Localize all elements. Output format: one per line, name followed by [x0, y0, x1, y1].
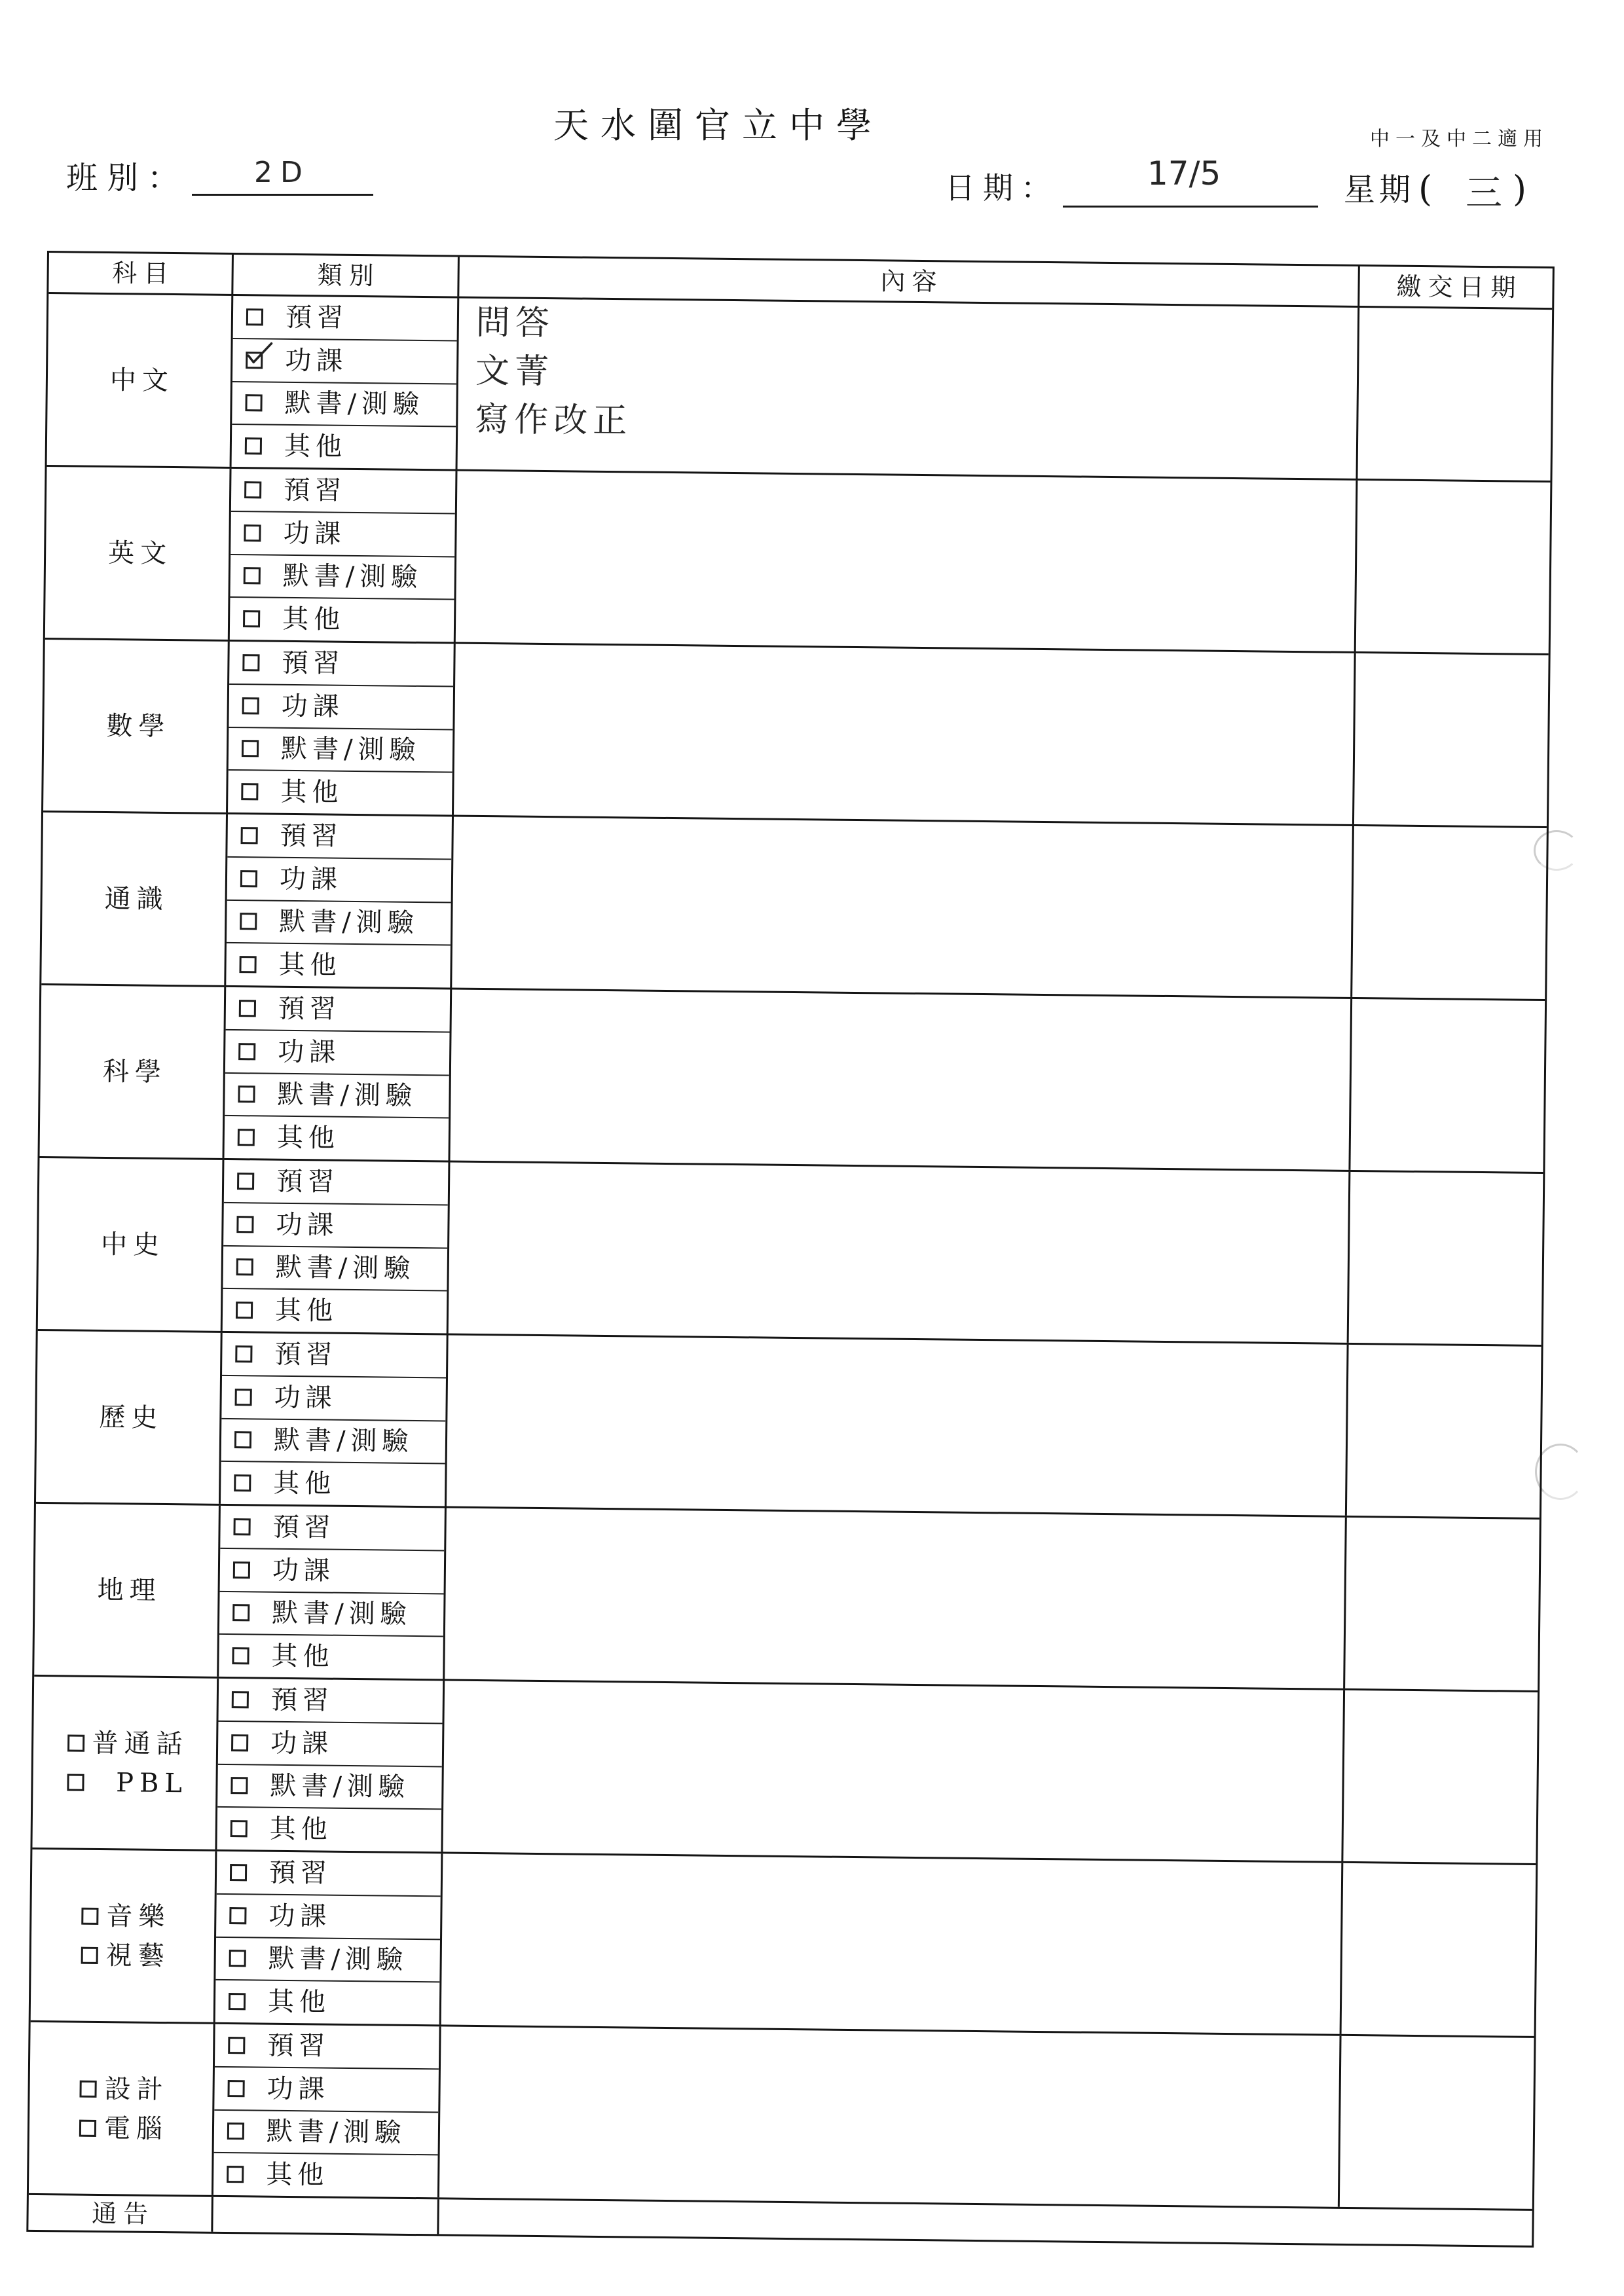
subject-label: 中文	[109, 365, 175, 396]
due-date-cell	[1357, 308, 1552, 481]
category-label: 功課	[268, 1901, 332, 1932]
category-row	[230, 598, 454, 642]
category-cell	[213, 2024, 441, 2198]
category-row	[225, 1030, 450, 1076]
category-label: 默書/測驗	[268, 1944, 409, 1976]
subject-label: 普通話	[92, 1728, 189, 1759]
category-label: 其他	[276, 1122, 341, 1154]
category-row	[225, 1073, 449, 1118]
subject-checkbox	[67, 1734, 84, 1751]
subject-cell	[34, 1504, 221, 1677]
weekday-label: 星期	[1344, 172, 1415, 208]
category-cell	[223, 1160, 451, 1334]
category-label: 其他	[278, 949, 342, 981]
category-label: 默書/測驗	[284, 388, 425, 420]
category-checkbox	[229, 1993, 246, 2010]
due-date-cell	[1354, 653, 1549, 826]
category-checkbox	[238, 1085, 255, 1102]
subject-label: 英文	[107, 538, 173, 569]
category-row	[217, 1764, 442, 1810]
date-value: 17/5	[1147, 155, 1221, 192]
subject-group	[43, 640, 1549, 828]
category-row	[224, 1160, 449, 1205]
category-row	[228, 771, 452, 814]
category-row	[229, 685, 453, 730]
category-label: 其他	[266, 2159, 329, 2191]
category-row	[230, 555, 454, 600]
category-checkbox	[227, 2166, 244, 2183]
subject-group	[45, 467, 1551, 655]
weekday-close-paren: )	[1513, 168, 1527, 210]
subject-group	[31, 1850, 1536, 2038]
category-checkbox	[245, 395, 262, 412]
subject-group	[39, 985, 1545, 1174]
subject-label-line	[102, 1056, 168, 1087]
category-label: 其他	[267, 1986, 331, 2018]
subject-checkbox	[81, 1907, 98, 1924]
column-header-category: 類別	[233, 255, 460, 297]
category-row	[229, 727, 453, 773]
category-checkbox	[245, 437, 262, 454]
subject-label: 地理	[97, 1575, 162, 1606]
category-row	[231, 469, 456, 514]
category-row	[215, 1937, 440, 1982]
category-label: 預習	[268, 1857, 333, 1889]
subject-label: 電腦	[103, 2113, 169, 2144]
category-row	[213, 2153, 438, 2197]
content-cell	[443, 1681, 1345, 1861]
subject-label-line	[100, 1229, 166, 1260]
category-row	[226, 987, 451, 1032]
category-label: 默書/測驗	[279, 907, 419, 939]
checkmark-stroke	[248, 343, 271, 362]
category-cell	[232, 296, 460, 469]
category-label: 功課	[285, 345, 348, 376]
category-row	[232, 339, 457, 384]
category-checkbox	[236, 1258, 253, 1275]
subject-label-block	[109, 365, 175, 396]
subject-checkbox	[79, 2119, 96, 2136]
category-label: 其他	[269, 1813, 333, 1845]
subject-checkbox	[81, 1946, 98, 1963]
category-label: 默書/測驗	[270, 1771, 411, 1803]
category-label: 功課	[270, 1728, 334, 1759]
category-cell	[219, 1506, 447, 1679]
category-checkbox	[230, 1864, 247, 1881]
category-label: 預習	[267, 2030, 331, 2062]
content-cell	[439, 2026, 1342, 2206]
category-checkbox	[229, 1950, 246, 1967]
weekday-open-paren: (	[1418, 168, 1433, 210]
column-header-due-date: 繳交日期	[1396, 272, 1522, 302]
content-cell	[450, 990, 1352, 1170]
subject-label: 科學	[102, 1056, 168, 1087]
category-label: 預習	[274, 1339, 338, 1370]
category-label: 其他	[271, 1641, 335, 1672]
category-row	[221, 1419, 446, 1464]
subject-group	[47, 294, 1553, 483]
subject-group	[29, 2022, 1534, 2211]
category-checkbox	[234, 1431, 251, 1448]
category-checkbox	[240, 913, 257, 930]
subject-group	[41, 812, 1547, 1001]
notice-label: 通告	[28, 2195, 213, 2232]
category-label: 功課	[281, 691, 344, 722]
checkmark-icon	[246, 342, 272, 368]
category-label: 預習	[280, 820, 343, 852]
subject-label-line	[104, 883, 169, 915]
category-label: 功課	[283, 518, 346, 549]
subject-cell	[38, 1158, 225, 1331]
category-label: 預習	[278, 993, 342, 1025]
subject-group	[32, 1677, 1538, 1865]
category-row	[221, 1462, 445, 1506]
category-checkbox	[244, 481, 261, 498]
category-cell	[230, 469, 458, 642]
subject-cell	[41, 812, 228, 985]
category-row	[219, 1635, 443, 1679]
category-row	[219, 1592, 444, 1637]
category-row	[218, 1722, 443, 1767]
content-cell	[456, 471, 1358, 651]
category-label: 默書/測驗	[266, 2117, 407, 2149]
due-date-cell	[1345, 1518, 1540, 1690]
category-label: 默書/測驗	[277, 1080, 418, 1112]
category-row	[227, 900, 451, 945]
school-name: 天水圍官立中學	[553, 105, 883, 146]
subject-group	[38, 1158, 1543, 1347]
subject-cell	[29, 2022, 215, 2195]
category-checkbox	[241, 827, 258, 844]
category-row	[221, 1376, 446, 1421]
category-label: 預習	[283, 475, 347, 506]
subject-group	[36, 1331, 1541, 1520]
category-label: 其他	[273, 1468, 337, 1499]
category-checkbox	[227, 2123, 244, 2140]
category-label: 默書/測驗	[273, 1425, 414, 1457]
subject-cell	[31, 1850, 217, 2022]
category-row	[222, 1333, 447, 1378]
category-row	[223, 1203, 448, 1248]
subject-label-line	[79, 2113, 169, 2144]
category-label: 功課	[274, 1382, 337, 1413]
category-checkbox	[227, 2080, 244, 2097]
subject-checkbox	[67, 1774, 84, 1791]
due-date-cell	[1342, 1863, 1536, 2036]
due-date-cell	[1347, 1345, 1541, 1518]
class-label: 班別：	[66, 160, 189, 196]
subject-label-line	[81, 1940, 170, 1971]
category-checkbox	[229, 1907, 246, 1924]
category-label: 功課	[277, 1036, 341, 1068]
category-checkbox	[246, 308, 263, 325]
due-date-cell	[1340, 2036, 1534, 2209]
due-date-cell	[1352, 826, 1547, 999]
subject-label-block	[106, 710, 171, 742]
category-checkbox	[241, 783, 258, 800]
category-row	[214, 2110, 439, 2155]
category-label: 預習	[272, 1512, 336, 1543]
category-row	[218, 1679, 443, 1724]
category-label: 默書/測驗	[271, 1598, 412, 1630]
subject-label-block	[99, 1402, 164, 1433]
subject-label: 通識	[104, 883, 169, 915]
content-cell	[449, 1163, 1351, 1343]
category-label: 其他	[280, 776, 344, 808]
category-checkbox	[244, 568, 261, 585]
category-label: 預習	[285, 302, 349, 333]
subject-label: 數學	[106, 710, 171, 742]
homework-table	[26, 251, 1555, 2248]
due-date-cell	[1343, 1690, 1538, 1863]
category-checkbox	[242, 740, 259, 757]
subject-label-line	[67, 1728, 189, 1759]
subject-cell	[32, 1677, 219, 1850]
content-line: 寫作改正	[475, 399, 633, 441]
subject-label-line	[109, 365, 175, 396]
category-checkbox	[231, 1734, 248, 1751]
subject-label-block	[81, 1901, 171, 1971]
category-label: 默書/測驗	[275, 1252, 416, 1285]
subject-groups	[29, 294, 1552, 2211]
hole-punch-shadow	[1535, 1444, 1586, 1500]
date-underline	[1063, 206, 1318, 208]
category-label: 默書/測驗	[280, 734, 421, 766]
subject-cell	[43, 640, 230, 812]
category-cell	[217, 1679, 445, 1852]
category-checkbox	[244, 524, 261, 541]
subject-label: 視藝	[105, 1940, 170, 1971]
category-cell	[225, 987, 452, 1161]
category-row	[227, 814, 452, 860]
subject-label-line	[106, 710, 171, 742]
category-row	[229, 642, 454, 687]
subject-label-block	[100, 1229, 166, 1260]
category-checkbox	[228, 2037, 245, 2054]
category-row	[226, 943, 451, 987]
category-label: 預習	[282, 647, 345, 679]
category-checkbox	[239, 956, 256, 973]
category-cell	[228, 642, 456, 815]
category-checkbox	[233, 1518, 250, 1535]
subject-label-line	[97, 1575, 162, 1606]
category-cell	[226, 814, 454, 988]
category-checkbox	[231, 1820, 248, 1837]
subject-label: 設計	[104, 2073, 169, 2105]
subject-label-line	[99, 1402, 164, 1433]
category-label: 預習	[276, 1166, 340, 1197]
due-date-cell	[1356, 481, 1551, 653]
category-checkbox	[232, 1647, 249, 1664]
category-checkbox	[234, 1474, 251, 1491]
subject-label-block	[97, 1575, 162, 1606]
category-checkbox	[232, 1604, 249, 1621]
category-row	[220, 1549, 445, 1594]
applicable-forms-note: 中一及中二適用	[1370, 128, 1549, 151]
category-checkbox	[233, 1561, 250, 1578]
subject-label-block	[107, 538, 173, 569]
category-checkbox	[242, 654, 259, 671]
category-row	[231, 512, 455, 557]
category-checkbox	[246, 352, 263, 369]
subject-label-line	[79, 2073, 169, 2105]
category-row	[214, 2068, 439, 2113]
subject-group	[34, 1504, 1540, 1692]
category-checkbox	[232, 1691, 249, 1708]
category-label: 其他	[284, 431, 348, 462]
due-date-cell	[1350, 999, 1545, 1172]
column-header-subject: 科目	[48, 253, 234, 294]
category-row	[232, 425, 456, 469]
category-row	[215, 2024, 439, 2069]
category-checkbox	[236, 1216, 253, 1233]
category-label: 預習	[270, 1685, 335, 1716]
subject-cell	[47, 294, 234, 467]
category-row	[223, 1246, 447, 1291]
category-row	[217, 1851, 441, 1897]
subject-label: 中史	[100, 1229, 166, 1260]
category-cell	[215, 1851, 443, 2025]
category-row	[232, 382, 456, 427]
category-checkbox	[235, 1345, 252, 1362]
category-row	[233, 296, 458, 341]
category-cell	[221, 1333, 449, 1506]
category-checkbox	[243, 610, 260, 627]
category-row	[216, 1895, 441, 1940]
category-label: 功課	[276, 1209, 339, 1241]
content-cell	[452, 817, 1354, 997]
subject-label-block	[79, 2073, 169, 2144]
weekday-value: 三	[1466, 172, 1502, 215]
content-cell	[447, 1336, 1349, 1516]
date-label: 日期：	[945, 170, 1059, 206]
category-checkbox	[239, 1000, 256, 1017]
subject-label: 音樂	[106, 1901, 171, 1932]
content-cell	[441, 1853, 1344, 2033]
content-line: 文菁	[475, 351, 555, 392]
notice-category-cell	[213, 2197, 439, 2234]
category-row	[217, 1808, 441, 1851]
content-cell	[458, 299, 1360, 479]
column-header-content: 內容	[459, 257, 1360, 306]
category-row	[215, 1980, 440, 2024]
subject-cell	[36, 1331, 223, 1504]
category-row	[220, 1506, 445, 1551]
category-label: 功課	[272, 1555, 336, 1586]
category-checkbox	[231, 1777, 248, 1794]
category-row	[223, 1289, 447, 1333]
category-checkbox	[235, 1389, 252, 1406]
subject-label-line	[107, 538, 173, 569]
content-line: 問答	[475, 302, 555, 344]
category-label: 功課	[267, 2073, 330, 2105]
subject-checkbox	[79, 2080, 96, 2097]
subject-label-block	[67, 1728, 189, 1798]
subject-label: PBL	[115, 1767, 189, 1798]
category-row	[225, 1116, 449, 1160]
subject-cell	[45, 467, 232, 640]
subject-cell	[40, 985, 227, 1158]
category-label: 功課	[279, 864, 343, 895]
category-checkbox	[238, 1129, 255, 1146]
content-cell	[445, 1508, 1347, 1688]
class-underline	[192, 194, 373, 196]
subject-label-block	[104, 883, 169, 915]
subject-label-block	[102, 1056, 168, 1087]
category-checkbox	[242, 697, 259, 714]
category-label: 其他	[274, 1295, 339, 1326]
category-checkbox	[240, 870, 257, 887]
class-value: 2D	[254, 156, 310, 189]
category-checkbox	[238, 1043, 255, 1060]
category-row	[227, 858, 452, 903]
subject-label-line	[81, 1901, 171, 1932]
due-date-cell	[1349, 1172, 1543, 1345]
category-label: 其他	[282, 604, 346, 635]
content-cell	[454, 644, 1356, 824]
subject-label-line	[67, 1767, 189, 1798]
category-checkbox	[236, 1302, 253, 1319]
category-label: 默書/測驗	[282, 561, 423, 593]
category-checkbox	[237, 1173, 254, 1190]
subject-label: 歷史	[99, 1402, 164, 1433]
